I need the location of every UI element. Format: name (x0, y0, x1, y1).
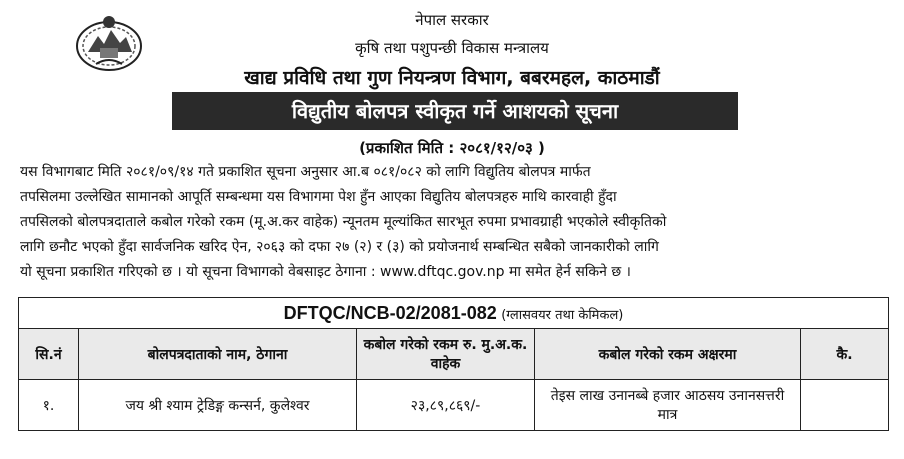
col-header-amount-words: कबोल गरेको रकम अक्षरमा (535, 329, 801, 380)
notice-title: विद्युतीय बोलपत्र स्वीकृत गर्ने आशयको सूचना (172, 92, 738, 130)
cell-amount: २३,८९,८६९/- (357, 380, 535, 431)
department-name: खाद्य प्रविधि तथा गुण नियन्त्रण विभाग, बबरमहल, काठमाडौं (244, 67, 660, 89)
tender-ref-code: DFTQC/NCB-02/2081-082 (283, 302, 497, 323)
notice-body-line: लागि छनौट भएको हुँदा सार्वजनिक खरिद ऐन, २०६३ को दफा २७ (२) र (३) को प्रयोजनार्थ सम्बन्धित सबैको जानकारीको लागि (20, 239, 659, 255)
tender-ref-row (19, 298, 889, 329)
notice-body-line: यो सूचना प्रकाशित गरिएको छ । यो सूचना विभागको वेबसाइट ठेगाना : www.dftqc.gov.np मा समेत हेर्न सकिने छ । (20, 264, 631, 280)
ministry-name: कृषि तथा पशुपन्छी विकास मन्त्रालय (355, 39, 549, 57)
tender-ref-note: (ग्लासवयर तथा केमिकल) (501, 307, 624, 323)
table-row (19, 380, 889, 431)
published-date: (प्रकाशित मिति : २०८१/१२/०३ ) (359, 139, 545, 157)
notice-body-line: तपसिलको बोलपत्रदाताले कबोल गरेको रकम (मू.अ.कर वाहेक) न्यूनतम मूल्यांकित सारभूत रुपमा प्रभावग्राही भएकोले स्वीकृतिको (20, 214, 667, 230)
cell-amount-words: तेइस लाख उनानब्बे हजार आठसय उनानसत्तरी मात्र (535, 380, 801, 431)
notice-body-line: यस विभागबाट मिति २०८१/०९/१४ गते प्रकाशित सूचना अनुसार आ.ब ०८१/०८२ को लागि विद्युतिय बोलपत्र मार्फत (20, 164, 591, 180)
government-name: नेपाल सरकार (415, 11, 489, 29)
col-header-amount: कबोल गरेको रकम रु. मु.अ.क. वाहेक (357, 329, 535, 380)
cell-bidder: जय श्री श्याम ट्रेडिङ्ग कन्सर्न, कुलेश्वर (79, 380, 357, 431)
col-header-bidder: बोलपत्रदाताको नाम, ठेगाना (79, 329, 357, 380)
cell-sn: १. (19, 380, 79, 431)
tender-ref-cell (19, 298, 889, 329)
col-header-remarks: कै. (801, 329, 889, 380)
table-header-row (19, 329, 889, 380)
col-header-sn: सि.नं (19, 329, 79, 380)
cell-remarks (801, 380, 889, 431)
tender-table (18, 297, 889, 431)
notice-body (20, 160, 888, 285)
notice-body-line: तपसिलमा उल्लेखित सामानको आपूर्ति सम्बन्धमा यस विभागमा पेश हुँन आएका विद्युतिय बोलपत्रहरु माथि कारवाही हुँदा (20, 189, 617, 205)
